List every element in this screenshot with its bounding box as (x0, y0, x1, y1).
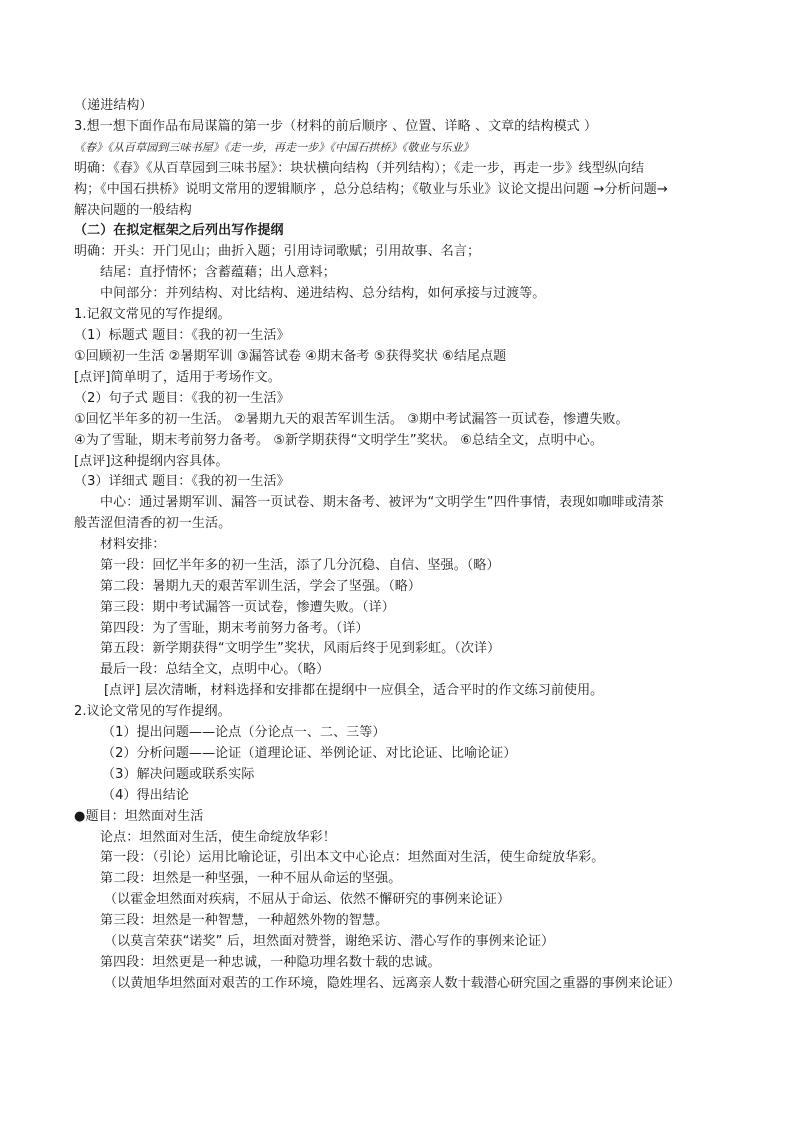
text-line: （以莫言荣获“诺奖” 后，坦然面对赞誉，谢绝采访、潜心写作的事例来论证） (104, 934, 555, 949)
text-line: （4）得出结论 (102, 788, 189, 803)
text-line: ④为了雪耻，期末考前努力备考。 ⑤新学期获得“文明学生”奖状。 ⑥总结全文，点明中心。 (74, 433, 603, 448)
text-line: （以霍金坦然面对疾病，不屈从于命运、依然不懈研究的事例来论证） (104, 892, 511, 907)
text-line: 第四段：为了雪耻，期末考前努力备考。（详） (100, 621, 369, 636)
text-line: （2）分析问题——论证（道理论证、举例论证、对比论证、比喻论证） (102, 746, 517, 761)
text-line: ①回顾初一生活 ②暑期军训 ③漏答试卷 ④期末备考 ⑤获得奖状 ⑥结尾点题 (74, 349, 507, 364)
subheading: 1.记叙文常见的写作提纲。 (74, 307, 231, 322)
text-line: （3）解决问题或联系实际 (102, 767, 255, 782)
text-line: （递进结构） (74, 98, 153, 113)
topic-title: ●题目：坦然面对生活 (74, 809, 204, 824)
text-line: 最后一段：总结全文，点明中心。（略） (100, 662, 330, 677)
text-line: （3）详细式 题目：《我的初一生活》 (74, 474, 290, 489)
text-line: 明确：开头：开门见山；曲折入题；引用诗词歌赋；引用故事、名言； (74, 244, 481, 259)
text-line: （1）标题式 题目：《我的初一生活》 (74, 328, 290, 343)
comment: [点评] 层次清晰，材料选择和安排都在提纲中一应俱全，适合平时的作文练习前使用。 (104, 683, 604, 698)
text-line: 解决问题的一般结构 (74, 203, 192, 218)
text-line: 论点：坦然面对生活，使生命绽放华彩！ (100, 830, 336, 845)
text-line: 般苦涩但清香的初一生活。 (74, 516, 232, 531)
comment: [点评]这种提纲内容具体。 (74, 454, 229, 469)
text-line: ①回忆半年多的初一生活。 ②暑期九天的艰苦军训生活。 ③期中考试漏答一页试卷，惨遭失败。 (74, 412, 629, 427)
section-heading: （二）在拟定框架之后列出写作提纲 (74, 223, 284, 238)
text-line: 中间部分：并列结构、对比结构、递进结构、总分结构，如何承接与过渡等。 (100, 286, 546, 301)
comment: [点评]简单明了，适用于考场作文。 (74, 370, 281, 385)
text-line: 第五段：新学期获得“文明学生”奖状，风雨后终于见到彩虹。（次详） (100, 641, 501, 656)
text-line: 第二段：暑期九天的艰苦军训生活，学会了坚强。（略） (100, 579, 422, 594)
text-line: （1）提出问题——论点（分论点一、二、三等） (102, 725, 386, 740)
text-line: 构；《中国石拱桥》说明文常用的逻辑顺序 ，总分总结构；《敬业与乐业》议论文提出问题 →分析问题→ (74, 182, 668, 197)
subheading: 2.议论文常见的写作提纲。 (74, 704, 231, 719)
text-line: 第一段：回忆半年多的初一生活，添了几分沉稳、自信、坚强。（略） (100, 558, 500, 573)
text-line: 第一段：（引论）运用比喻论证，引出本文中心论点：坦然面对生活，使生命绽放华彩。 (100, 850, 605, 865)
text-line: 明确：《春》《从百草园到三味书屋》：块状横向结构（并列结构）；《走一步，再走一步》线型纵向结 (74, 161, 645, 176)
text-line: 第三段：期中考试漏答一页试卷，惨遭失败。（详） (100, 600, 395, 615)
text-line: （以黄旭华坦然面对艰苦的工作环境，隐姓埋名、远离亲人数十载潜心研究国之重器的事例来论证） (104, 976, 681, 991)
text-line: 第二段：坦然是一种坚强，一种不屈从命运的坚强。 (100, 871, 402, 886)
works-list: 《春》《从百草园到三味书屋》《走一步，再走一步》《中国石拱桥》《敬业与乐业》 (74, 141, 474, 154)
text-line: 第四段：坦然更是一种忠诚，一种隐功埋名数十载的忠诚。 (100, 955, 441, 970)
question-3: 3.想一想下面作品布局谋篇的第一步（材料的前后顺序 、位置、详略 、文章的结构模式 ） (74, 119, 598, 134)
text-line: 材料安排： (100, 537, 166, 552)
text-line: 结尾：直抒情怀；含蓄蕴藉；出人意料； (100, 265, 336, 280)
text-line: 中心：通过暑期军训、漏答一页试卷、期末备考、被评为“文明学生”四件事情，表现如咖啡或清茶 (100, 495, 664, 510)
text-line: 第三段：坦然是一种智慧，一种超然外物的智慧。 (100, 913, 389, 928)
text-line: （2）句子式 题目：《我的初一生活》 (74, 391, 290, 406)
